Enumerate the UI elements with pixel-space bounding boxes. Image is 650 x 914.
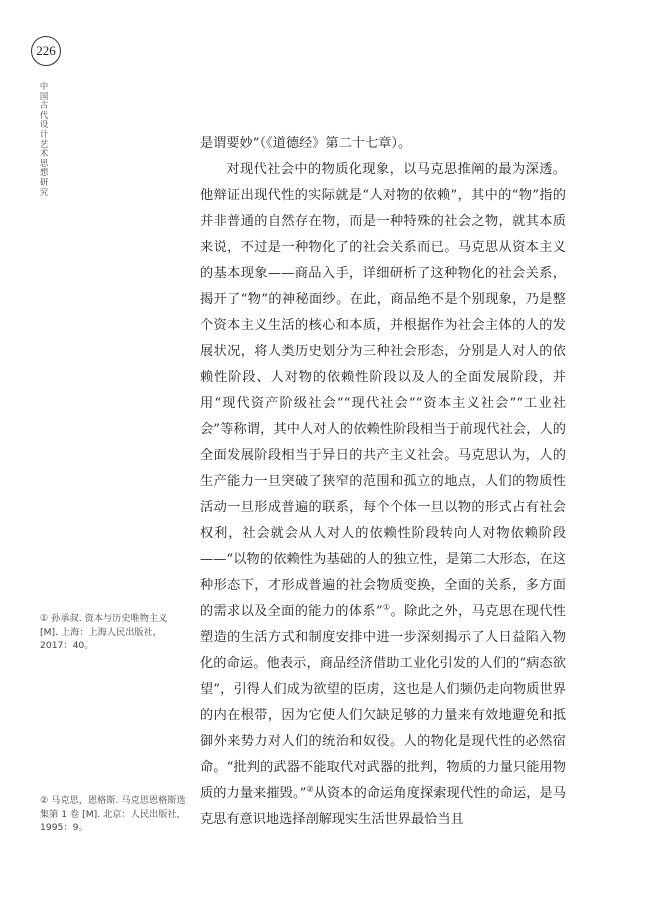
footnote-ref-1[interactable]: ① xyxy=(382,602,391,612)
footnote-marker: ② xyxy=(40,795,49,806)
footnote-ref-2[interactable]: ② xyxy=(306,784,314,794)
footnote-text: 马克思，恩格斯. 马克思恩格斯选集第 1 卷 [M]. 北京：人民出版社，1995：9。 xyxy=(40,795,186,833)
footnote-1 xyxy=(40,612,188,653)
footnote-marker: ① xyxy=(40,613,49,624)
paragraph-1 xyxy=(200,131,566,157)
footnote-text: 孙承叔. 资本与历史唯物主义 [M]. 上海：上海人民出版社，2017：40。 xyxy=(40,613,168,651)
text-run: 是谓要妙”（《道德经》第二十七章）。 xyxy=(200,136,412,151)
text-run: 。除此之外，马克思在现代性塑造的生活方式和制度安排中进一步深刻揭示了人日益陷入物化的命运。他表示，商品经济借助工业化引发的人们的“病态欲望”，引得人们成为欲望的臣虏，这也是人们频仍走向物质世界的内在根带，因为它使人们欠缺足够的力量来有效地避免和抵御外来势力对人们的统治和奴役。人的物化是现代性的必然宿命。“批判的武器不能取代对武器的批判，物质的力量只能用物质的力量来摧毁。” xyxy=(200,604,566,801)
body-text xyxy=(200,131,566,833)
text-run: 从资本的命运角度探索现代性的命运，是马克思有意识地选择剖解现实生活世界最恰当且 xyxy=(200,786,566,827)
paragraph-2 xyxy=(200,157,566,833)
text-run: 对现代社会中的物质化现象，以马克思推阐的最为深透。他辩证出现代性的实际就是“人对物的依赖”，其中的“物”指的并非普通的自然存在物，而是一种特殊的社会之物，就其本质来说，不过是一种物化了的社会关系而已。马克思从资本主义的基本现象——商品入手，详细研析了这种物化的社会关系，揭开了“物”的神秘面纱。在此，商品绝不是个别现象，乃是整个资本主义生活的核心和本质，并根据作为社会主体的人的发展状况，将人类历史划分为三种社会形态，分别是人对人的依赖性阶段、人对物的依赖性阶段以及人的全面发展阶段，并用“现代资产阶级社会”“现代社会”“资本主义社会”“工业社会”等称谓，其中人对人的依赖性阶段相当于前现代社会，人的全面发展阶段相当于异日的共产主义社会。马克思认为，人的生产能力一旦突破了狭窄的范围和孤立的地点，人们的物质性活动一旦形成普遍的联系，每个个体一旦以物的形式占有社会权利，社会就会从人对人的依赖性阶段转向人对物依赖阶段——“以物的依赖性为基础的人的独立性，是第二大形态，在这种形态下，才形成普遍的社会物质变换，全面的关系，多方面的需求以及全面的能力的体系” xyxy=(200,162,566,619)
page-number: 226 xyxy=(31,36,61,66)
footnote-2 xyxy=(40,794,188,835)
running-head: 中国古代设计艺术思想研究 xyxy=(39,81,49,197)
